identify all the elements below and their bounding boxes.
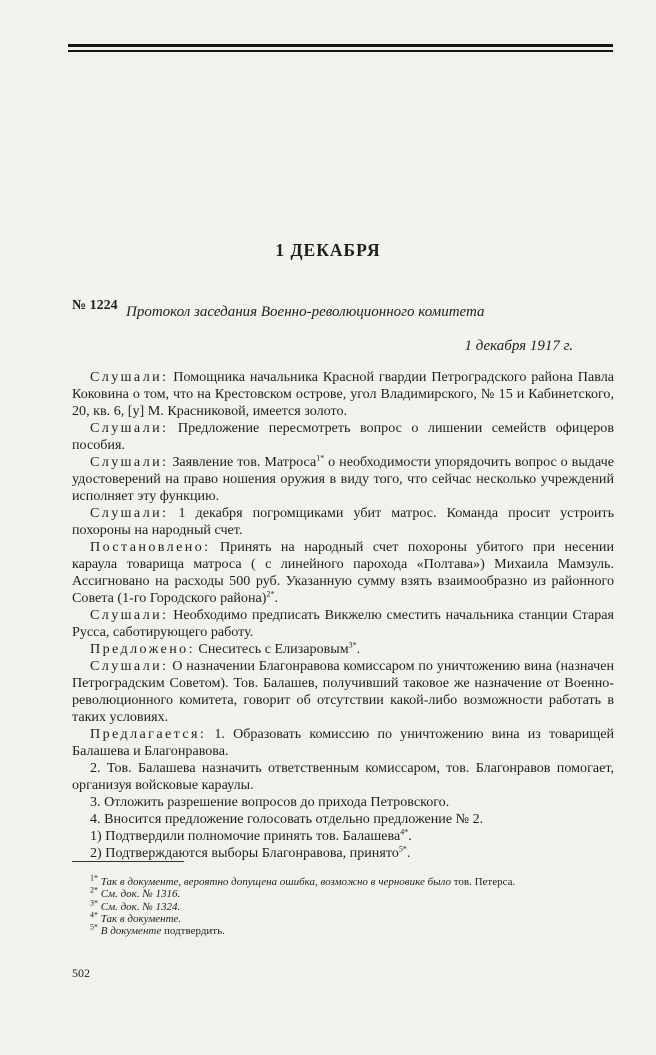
top-rule-secondary: [68, 50, 613, 52]
paragraph: [72, 369, 614, 420]
paragraph-text: Принять на народный счет похороны убитого при несении караула товарища матроса ( с линейного парохода «Полтава») Михаила Мамзуль. Ассигновано на расходы 500 руб. Указанную сумму взять взаимообразно из районного Совета (1-го Городского района): [72, 539, 614, 606]
paragraph: [72, 811, 614, 828]
footnote-italic-text: В документе: [98, 925, 162, 938]
paragraph-text: Заявление тов. Матроса: [168, 454, 317, 470]
paragraph-label: Предлагается:: [90, 726, 207, 742]
top-rule: [68, 44, 613, 47]
document-number: № 1224: [72, 298, 118, 313]
paragraph-text: .: [356, 641, 361, 657]
paragraph-text: 2) Подтверждаются выборы Благонравова, принято: [90, 845, 399, 861]
paragraph-label: Слушали:: [90, 454, 169, 470]
paragraph: [72, 794, 614, 811]
paragraph: [72, 539, 614, 607]
footnote: [72, 897, 614, 913]
footnote-mark: 1*: [90, 873, 98, 883]
paragraph: [72, 420, 614, 454]
paragraph-text: .: [274, 590, 278, 606]
footnote: [72, 910, 614, 925]
paragraph-text: .: [408, 828, 412, 844]
footnote-mark: 5*: [90, 922, 98, 932]
footnote: [72, 873, 614, 888]
paragraph-text: Необходимо предписать Викжелю сместить начальника станции Старая Русса, саботирующего работу.: [72, 607, 614, 640]
footnote-text: подтвердить.: [161, 925, 225, 938]
paragraph-label: Слушали:: [90, 607, 169, 623]
footnote-ref: 4*: [400, 827, 409, 837]
footnote-italic-text: См. док. № 1316.: [98, 888, 181, 901]
paragraph-text: .: [406, 845, 411, 861]
footnote-italic-text: Так в документе, вероятно допущена ошибка, возможно в черновике было: [98, 876, 451, 888]
footnote-divider: [72, 861, 184, 862]
footnote-mark: 2*: [90, 885, 98, 895]
paragraph-text: 1) Подтвердили полномочие принять тов. Балашева: [90, 828, 401, 844]
paragraph-text: Помощника начальника Красной гвардии Петроградского района Павла Коковина о том, что на Крестовском острове, угол Владимирского, № 15 и Кабинетского, 20, кв. 6, [у] М. Красниковой, имеется золото.: [72, 369, 614, 419]
paragraph-text: 2. Тов. Балашева назначить ответственным комиссаром, тов. Благонравов помогает, организуя войсковые караулы.: [72, 760, 614, 793]
paragraph: [72, 828, 614, 845]
paragraph: [72, 726, 614, 760]
footnote-ref: 5*: [398, 844, 407, 854]
document-date: 1 декабря 1917 г.: [464, 338, 573, 354]
footnote: [72, 885, 614, 901]
footnote-mark: 3*: [90, 897, 98, 907]
document-title: Протокол заседания Военно-революционного комитета: [126, 304, 485, 320]
footnotes: [72, 873, 614, 938]
footnote-italic-text: См. док. № 1324.: [98, 900, 181, 913]
paragraph-text: 4. Вносится предложение голосовать отдельно предложение № 2.: [90, 811, 484, 827]
paragraph-label: Предложено:: [90, 641, 195, 657]
footnote-ref: 1*: [316, 453, 325, 463]
page-number: 502: [72, 966, 90, 980]
paragraph-text: 3. Отложить разрешение вопросов до прихода Петровского.: [90, 794, 450, 810]
paragraph-label: Слушали:: [90, 505, 169, 521]
footnote-ref: 2*: [266, 589, 275, 599]
protocol-body: [72, 369, 614, 862]
paragraph: [72, 607, 614, 641]
paragraph: [72, 641, 614, 658]
paragraph-text: О назначении Благонравова комиссаром по уничтожению вина (назначен Петроградским Советом). Тов. Балашев, получивший таковое же назначение от Военно-революционного комитета, говорит об отсутствии какой-либо возможности работать в таких условиях.: [72, 658, 614, 725]
paragraph: [72, 845, 614, 862]
footnote: [72, 922, 614, 938]
paragraph-label: Слушали:: [90, 658, 169, 674]
paragraph-text: 1 декабря погромщиками убит матрос. Команда просит устроить похороны на народный счет.: [72, 505, 614, 538]
paragraph: [72, 505, 614, 539]
date-heading: 1 ДЕКАБРЯ: [275, 240, 381, 260]
footnote-italic-text: Так в документе.: [98, 912, 182, 925]
paragraph-text: о необходимости упорядочить вопрос о выдаче удостоверений на право ношения оружия в виду того, что сейчас несколько учреждений исполняет эту функцию.: [72, 454, 615, 504]
footnote-text: тов. Петерса.: [450, 876, 516, 888]
paragraph: [72, 760, 614, 794]
footnote-ref: 3*: [348, 640, 357, 650]
paragraph-label: Постановлено:: [90, 539, 211, 555]
paragraph-label: Слушали:: [90, 420, 169, 436]
paragraph: [72, 454, 614, 505]
footnote-mark: 4*: [90, 910, 98, 920]
paragraph: [72, 658, 614, 726]
paragraph-label: Слушали:: [90, 369, 169, 385]
paragraph-text: 1. Образовать комиссию по уничтожению вина из товарищей Балашева и Благонравова.: [72, 726, 614, 759]
paragraph-text: Снеситесь с Елизаровым: [194, 641, 349, 657]
paragraph-text: Предложение пересмотреть вопрос о лишении семейств офицеров пособия.: [72, 420, 614, 453]
